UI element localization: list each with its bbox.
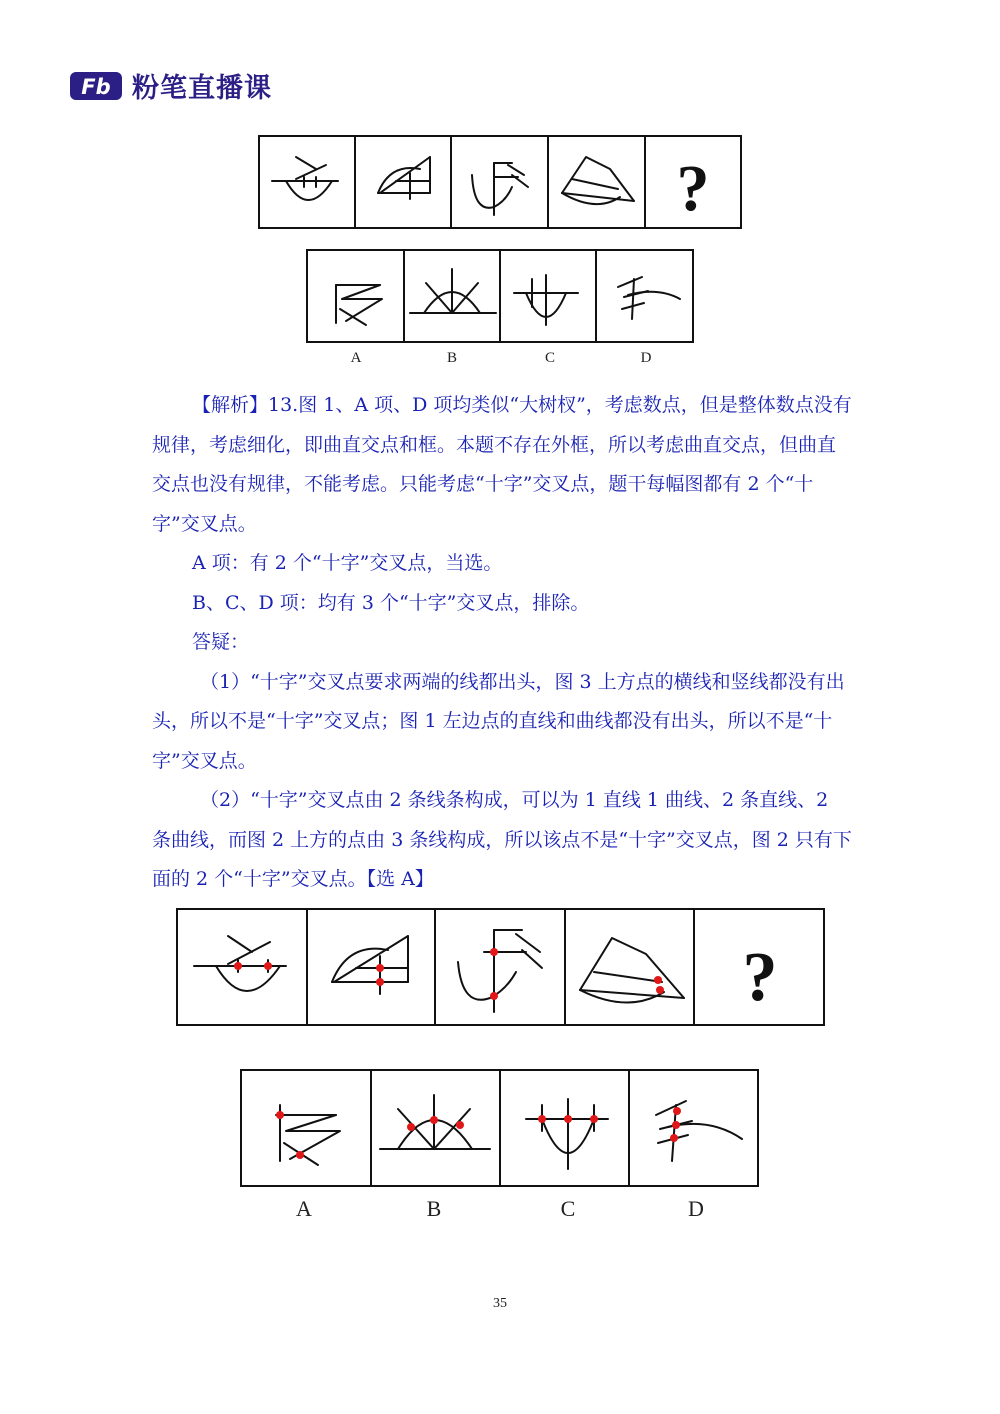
brand-logo [70,66,272,105]
question-figure-1 [272,157,338,200]
question-figure-3 [472,163,528,215]
annotated-option-a [276,1105,340,1165]
option-label-c: C [544,350,555,366]
fb-logo-icon [70,68,122,104]
annotated-figure-4 [580,938,684,1003]
annotated-option-d [656,1101,742,1161]
svg-text:Fb: Fb [81,74,111,99]
annotated-options-row [240,1069,760,1187]
option-figure-a [336,285,382,325]
analysis-paragraph-3: B、C、D 项：均有 3 个“十字”交叉点，排除。 [192,591,590,614]
option-label-b: B [446,350,457,366]
annotated-option-label-b: B [426,1196,442,1221]
option-figure-d [618,277,680,319]
question-mark: ? [676,152,710,225]
brand-name: 粉笔直播课 [132,73,272,104]
annotated-figure-1 [194,936,286,991]
annotated-option-label-d: D [688,1196,704,1221]
annotated-option-b [380,1095,490,1149]
annotated-option-label-c: C [560,1196,576,1221]
question-figure-2 [378,157,430,199]
analysis-paragraph-4: 答疑： [192,631,250,653]
analysis-text [152,386,852,900]
option-figure-b [410,269,496,313]
analysis-paragraph-6: （2）“十字”交叉点由 2 条线条构成，可以为 1 直线 1 曲线、2 条直线、2 条曲线，而图 2 上方的点由 3 条线构成，所以该点不是“十字”交叉点，图 2 只有下面的 2 个“十字”交叉点。【选 A】 [152,789,852,890]
annotated-question-row [176,908,826,1026]
question-figure-row [258,135,742,229]
annotated-option-label-a: A [296,1196,312,1221]
annotated-question-mark: ? [742,939,778,1016]
page-number: 35 [493,1296,507,1311]
options-figure-row [306,249,694,343]
analysis-paragraph-2: A 项：有 2 个“十字”交叉点，当选。 [192,552,503,574]
annotated-figure-2 [332,936,408,994]
analysis-paragraph-5: （1）“十字”交叉点要求两端的线都出头，图 3 上方点的横线和竖线都没有出头，所以不是“十字”交叉点；图 1 左边点的直线和曲线都没有出头，所以不是“十字”交叉点。 [152,670,845,772]
annotated-option-c [526,1099,608,1169]
option-label-d: D [640,350,652,366]
option-label-a: A [350,350,362,366]
option-figure-c [514,275,578,325]
analysis-paragraph-1: 【解析】13.图 1、A 项、D 项均类似“大树杈”，考虑数点，但是整体数点没有规律，考虑细化，即曲直交点和框。本题不存在外框，所以考虑曲直交点，但曲直交点也没有规律，不能考虑。只能考虑“十字”交叉点，题干每幅图都有 2 个“十字”交叉点。 [152,394,852,535]
annotated-figure-3 [458,930,542,1012]
question-figure-4 [562,157,634,204]
